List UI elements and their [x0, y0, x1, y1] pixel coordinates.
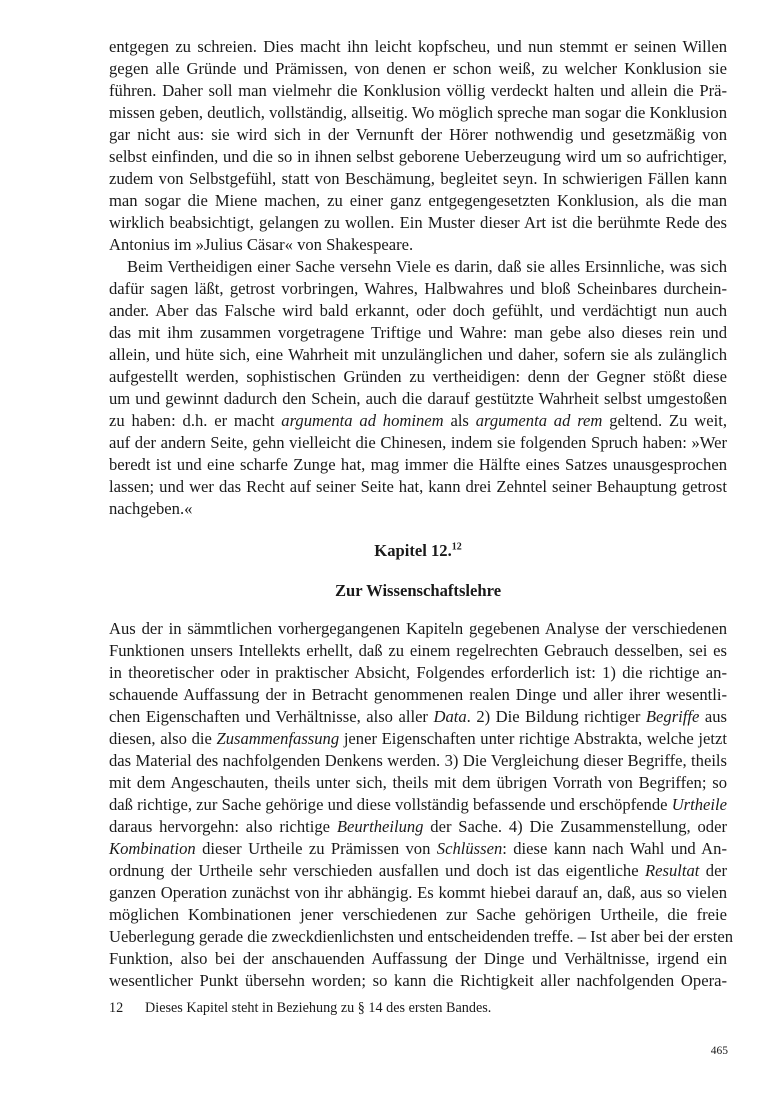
text-run: ordnung der Urtheile sehr verschieden ausfallen und doch ist das eigentliche: [109, 861, 645, 880]
text-line: man sogar die Miene machen, zu einer ganz entgegengesetzten Konklusion, als die man: [109, 191, 727, 210]
text-line: Aus der in sämmtlichen vorhergegangenen Kapiteln gegebenen Analyse der verschiedenen: [109, 619, 727, 638]
text-run: . 2) Die Bildung richtiger: [466, 707, 646, 726]
text-run: dieser Urtheile zu Prämissen von: [195, 839, 437, 858]
italic-term: Zusammenfassung: [216, 729, 340, 748]
text-line: führen. Daher soll man vielmehr die Konklusion völlig verdeckt halten und allein die Prä-: [109, 81, 727, 100]
text-line: ganzen Operation zunächst von ihr abhängig. Es kommt hiebei darauf an, daß, aus so vielen: [109, 883, 727, 902]
text-line: ander. Aber das Falsche wird bald erkannt, oder doch gefühlt, und verdächtigt nun auch: [109, 301, 727, 320]
text-run: aus: [699, 707, 727, 726]
chapter-subtitle: Zur Wissenschaftslehre: [334, 581, 502, 600]
footnote-number: 12: [109, 1000, 124, 1016]
paragraph-2: [109, 256, 727, 520]
text-run: der: [699, 861, 727, 880]
italic-term: Schlüssen: [436, 839, 503, 858]
italic-term: Resultat: [645, 861, 700, 880]
text-run: der Sache. 4) Die Zusammenstellung, oder: [423, 817, 727, 836]
footnote: [109, 1000, 491, 1017]
text-line: gegen alle Gründe und Prämissen, von denen er schon weiß, zu welcher Konklusion sie: [109, 59, 727, 78]
text-line: um und gewinnt dadurch den Schein, auch die darauf gestützte Wahrheit selbst umgestoßen: [109, 389, 727, 408]
text-line: das mit ihm zusammen vorgetragene Triftige und Wahre: man gebe also dieses rein und: [109, 323, 727, 342]
text-run: diesen, also die: [109, 729, 217, 748]
text-line: möglichen Kombinationen jener verschiedenen zur Sache gehörigen Urtheile, die freie: [109, 905, 727, 924]
text-line: dafür sagen läßt, getrost vorbringen, Wahres, Halbwahres und bloß Scheinbares durchein-: [109, 279, 727, 298]
text-run: daraus hervorgehn: also richtige: [109, 817, 337, 836]
text-run: jener Eigenschaften unter richtige Abstrakta, welche jetzt: [339, 729, 727, 748]
italic-term: argumenta ad rem: [475, 411, 603, 430]
paragraph-1: [109, 36, 727, 256]
text-line: [109, 794, 727, 816]
text-line: [109, 860, 727, 882]
footnote-text: Dieses Kapitel steht in Beziehung zu § 14 des ersten Bandes.: [145, 1000, 492, 1016]
text-line: [109, 838, 727, 860]
text-line: mit dem Angeschauten, theils unter sich, theils mit dem übrigen Vorrath von Begriffen; so: [109, 773, 727, 792]
paragraph-3: [109, 618, 733, 992]
text-run: geltend. Zu weit,: [602, 411, 727, 430]
text-line: Antonius im »Julius Cäsar« von Shakespeare.: [109, 235, 414, 254]
italic-term: argumenta ad hominem: [281, 411, 444, 430]
page-body: [109, 36, 733, 992]
text-run: : diese kann nach Wahl und An-: [502, 839, 727, 858]
text-line: aufgestellt werden, sophistischen Gründen zu vertheidigen: denn der Gegner stößt diese: [109, 367, 727, 386]
text-run: chen Eigenschaften und Verhältnisse, also aller: [109, 707, 434, 726]
italic-term: Beurtheilung: [336, 817, 424, 836]
text-line: lassen; und wer das Recht auf seiner Seite hat, kann drei Zehntel seiner Behauptung getrost: [109, 477, 727, 496]
text-line: [109, 410, 727, 432]
text-line: allein, und hüte sich, eine Wahrheit mit unzulänglichen und daher, sofern sie als zulänglich: [109, 345, 727, 364]
chapter-title: [109, 540, 727, 562]
text-line: beredt ist und eine scharfe Zunge hat, mag immer die Hälfte eines Satzes unausgesprochen: [109, 455, 727, 474]
text-line: Ueberlegung gerade die zweckdienlichsten und entscheidenden treffe. – Ist aber bei der ersten: [109, 927, 733, 946]
italic-term: Kombination: [109, 839, 196, 858]
page-number: 465: [710, 1045, 728, 1057]
text-line: das Material des nachfolgenden Denkens werden. 3) Die Vergleichung dieser Begriffe, theils: [109, 751, 727, 770]
text-line: wirklich beabsichtigt, gelangen zu wollen. Ein Muster dieser Art ist die berühmte Rede des: [109, 213, 727, 232]
text-line: in theoretischer oder in praktischer Absicht, Folgendes erforderlich ist: 1) die richtige an-: [109, 663, 727, 682]
text-line: auf der andern Seite, gehn vielleicht die Chinesen, indem sie folgenden Spruch haben: »Wer: [109, 433, 727, 452]
text-run: als: [443, 411, 476, 430]
text-run: daß richtige, zur Sache gehörige und diese vollständig befassende und erschöpfende: [109, 795, 672, 814]
text-line: [109, 706, 727, 728]
text-line: [109, 816, 727, 838]
italic-term: Data: [433, 707, 467, 726]
text-line: [109, 728, 727, 750]
text-line: Funktion, also bei der anschauenden Auffassung der Dinge und Verhältnisse, irgend ein: [109, 949, 727, 968]
text-line: wesentlicher Punkt übersehn worden; so kann die Richtigkeit aller nachfolgenden Opera-: [109, 971, 727, 990]
text-line: gar nicht aus: sie wird sich in der Vernunft der Hörer nothwendig und gesetzmäßig von: [109, 125, 727, 144]
text-run: zu haben: d.h. er macht: [109, 411, 282, 430]
italic-term: Begriffe: [645, 707, 700, 726]
italic-term: Urtheile: [671, 795, 727, 814]
text-line: missen geben, deutlich, vollständig, allseitig. Wo möglich spreche man sogar die Konklusion: [109, 103, 727, 122]
chapter-title-text: Kapitel 12.: [374, 541, 452, 560]
text-line: Beim Vertheidigen einer Sache versehn Viele es darin, daß sie alles Ersinnliche, was sich: [127, 257, 727, 276]
text-line: schauende Auffassung der in Betracht genommenen realen Dinge und aller ihrer wesentli-: [109, 685, 727, 704]
footnote-reference: 12: [451, 541, 462, 553]
text-line: Funktionen unsers Intellekts erhellt, daß zu einem regelrechten Gebrauch desselben, sei es: [109, 641, 727, 660]
text-line: nachgeben.«: [109, 499, 193, 518]
text-line: zudem von Selbstgefühl, statt von Beschämung, begleitet seyn. In schwierigen Fällen kann: [109, 169, 727, 188]
text-line: selbst einfinden, und die so in ihnen selbst geborene Ueberzeugung wird um so aufrichtiger,: [109, 147, 727, 166]
text-line: entgegen zu schreien. Dies macht ihn leicht kopfscheu, und nun stemmt er seinen Willen: [109, 37, 727, 56]
